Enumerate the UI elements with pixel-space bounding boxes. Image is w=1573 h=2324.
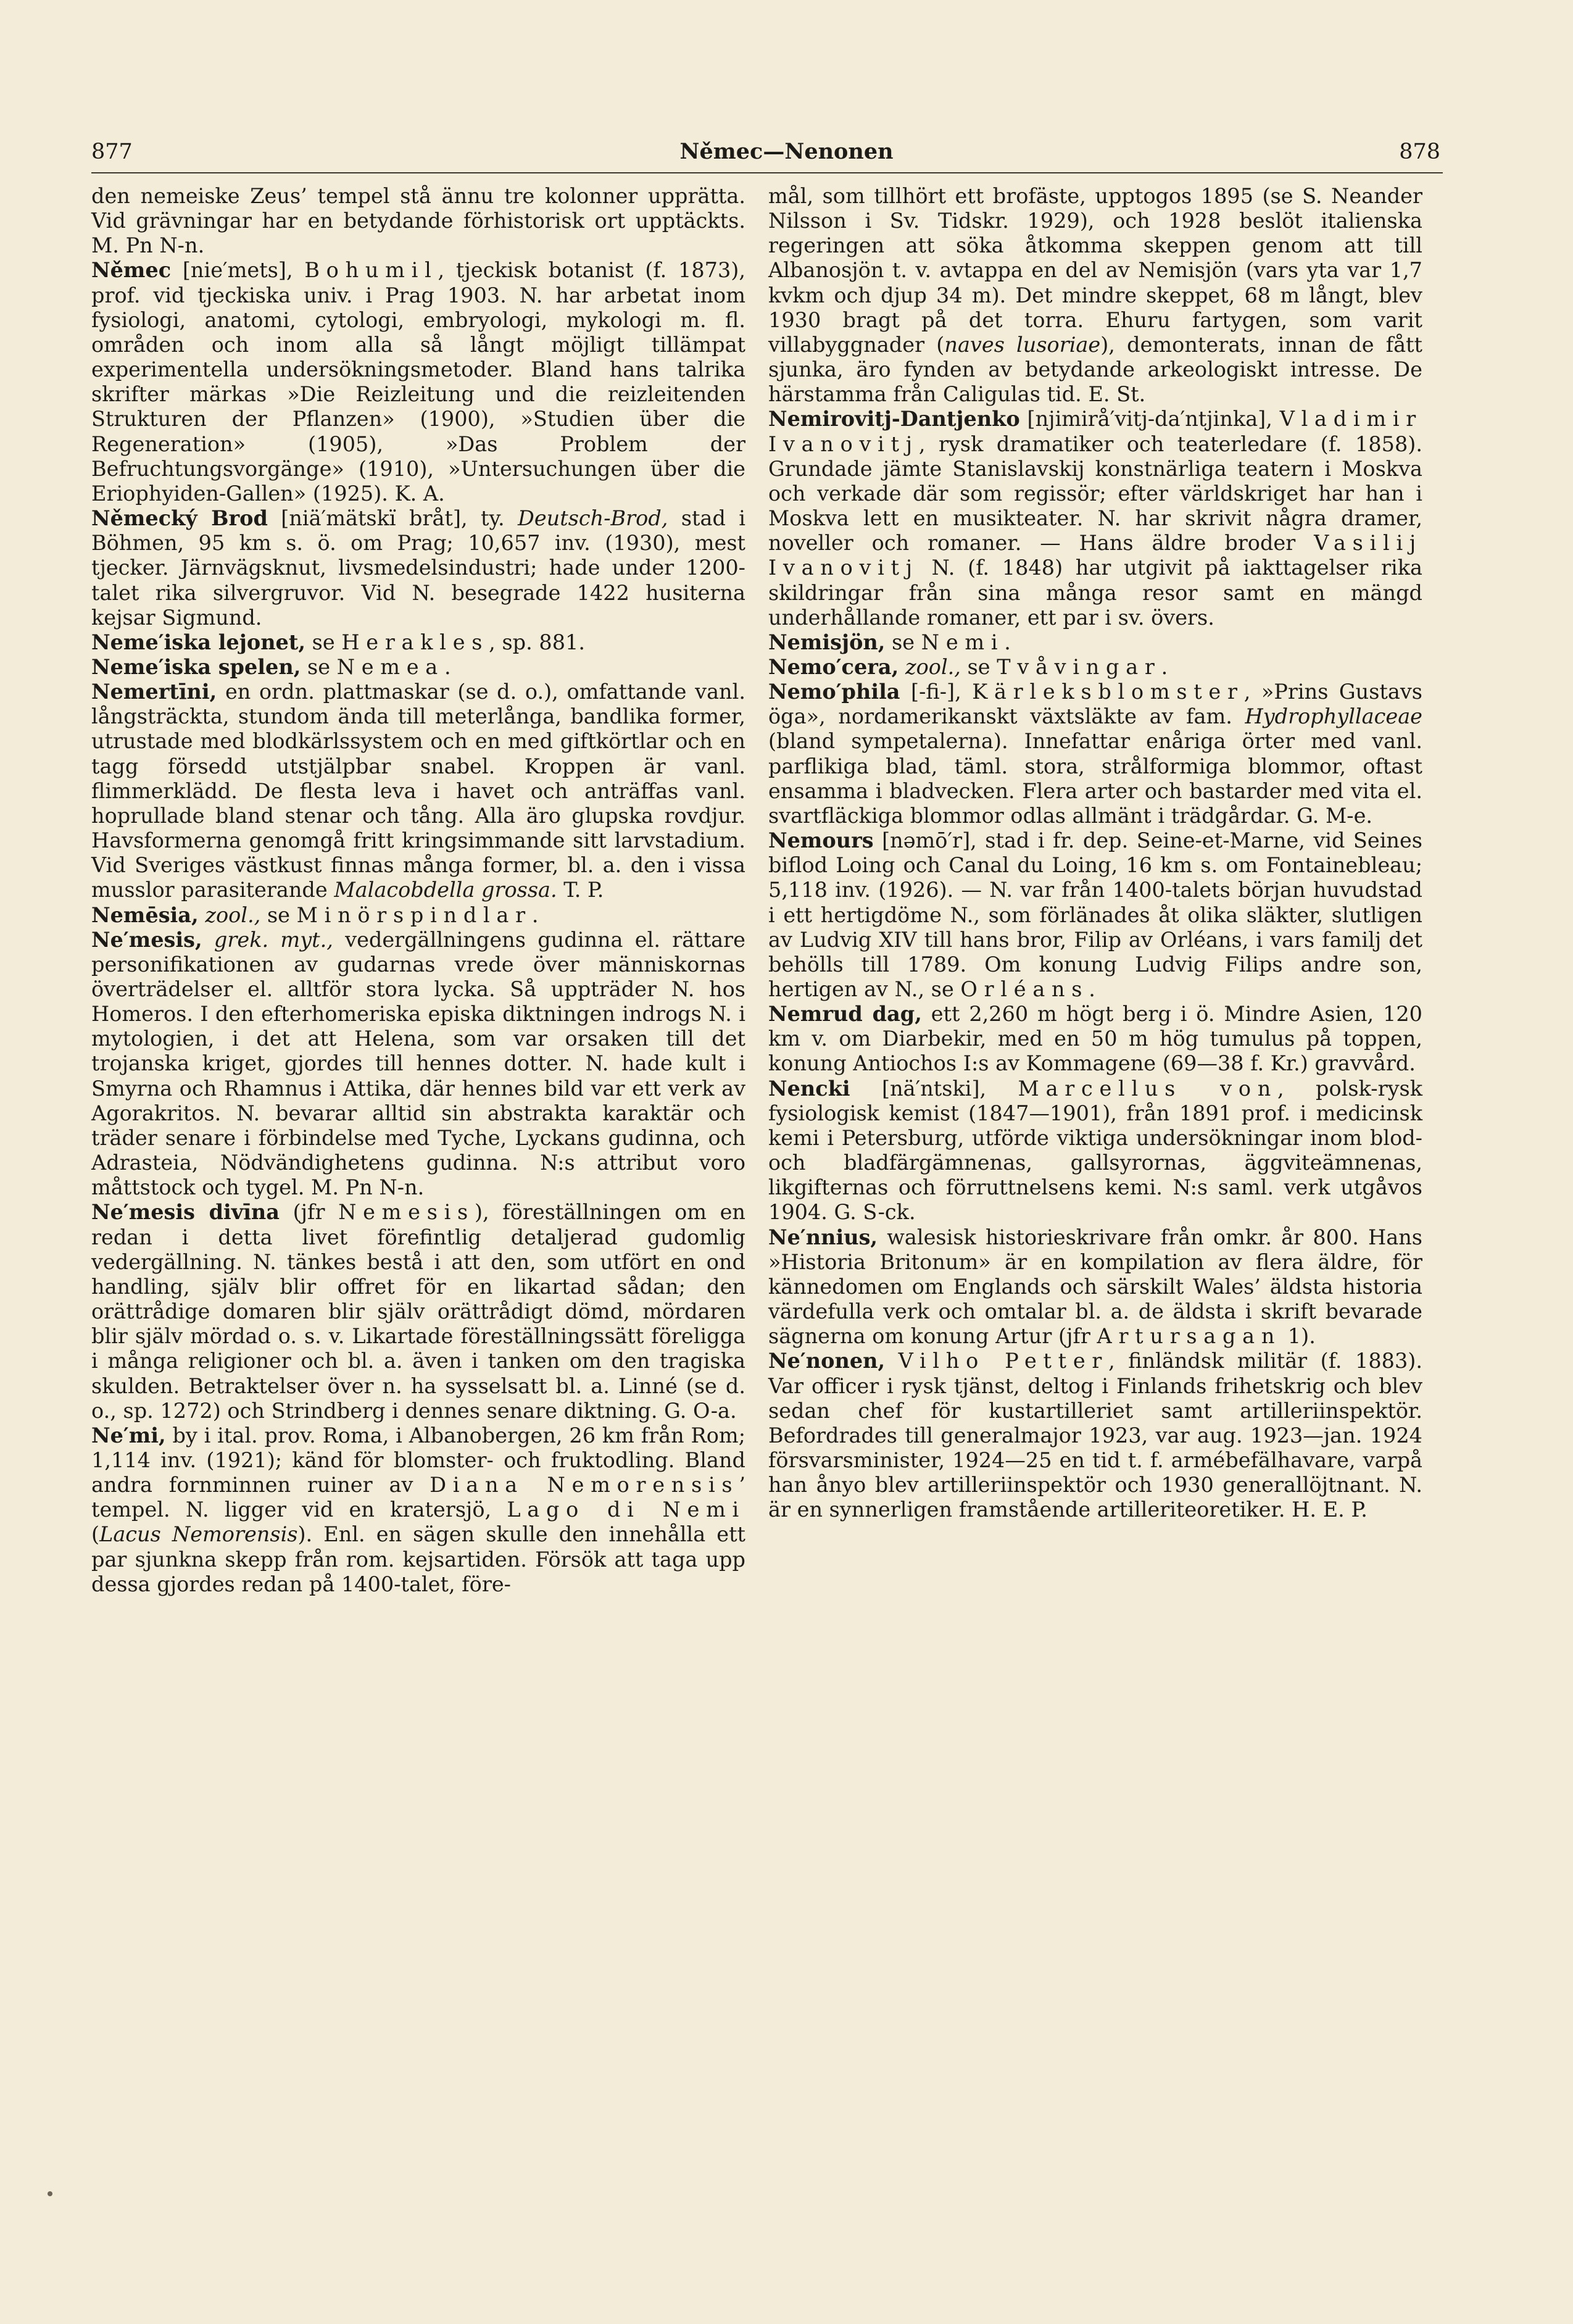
entry-text: ett 2,260 m högt berg i ö. Mindre Asien, 120 km v. om Diarbekir, med en 50 m hög tumulus på toppen, konung Antiochos I:s av Kommagene (69—38 f. Kr.) gravvård. [768, 1002, 1422, 1076]
entry-headword: Nencki [768, 1076, 850, 1101]
entry-text: , polsk-rysk fysiologisk kemist (1847—1901), från 1891 prof. i medicinsk kemi i Petersburg, utförde viktiga undersökningar inom blod- och bladfärgämnenas, gallsyrornas, äggviteämnenas, likgifternas och förruttnelsens kemi. N:s saml. verk utgåvos 1904. G. S-ck. [768, 1076, 1423, 1225]
dictionary-entry [768, 1077, 1422, 1225]
spaced-name: Nemi [921, 630, 1005, 654]
entry-text: vedergällningens gudinna el. rättare personifikationen av gudarnas vrede över människornas överträdelser el. alltför stora lycka. Så uppträder N. hos Homeros. I den efterhomeriska episka diktningen indrogs N. i mytologien, i det att Helena, som var orsaken till det trojanska kriget, gjordes till hennes dotter. N. hade kult i Smyrna och Rhamnus i Attika, där hennes bild var ett verk av Agorakritos. N. bevarar alltid sin abstrakta karaktär och träder senare i förbindelse med Tyche, Lyckans gudinna, och Adrasteia, Nödvändighetens gudinna. N:s attribut voro måttstock och tygel. M. Pn N-n. [91, 927, 745, 1200]
entry-headword: Ne′mi, [91, 1423, 166, 1447]
dictionary-entry [768, 407, 1422, 630]
dictionary-entry [91, 928, 745, 1201]
entry-text: [njimirå′vitj-da′ntjinka], [1019, 407, 1280, 431]
entry-text: [niä′mätskï bråt], ty. [267, 506, 518, 531]
entry-text: . [444, 654, 451, 679]
entry-text: walesisk historieskrivare från omkr. år 800. Hans »Historia Britonum» är en kompilation av flera äldre, för kännedomen om Englands och särskilt Wales’ äldsta historia värdefulla verk och omtalar bl. a. de äldsta i skrift bevarade sägnerna om konung Artur (jfr [768, 1225, 1422, 1349]
entry-headword: Nemertīni, [91, 680, 217, 704]
dictionary-entry [91, 258, 745, 506]
spaced-name: Vilho Petter [898, 1349, 1109, 1373]
italic-text: naves lusoriae [944, 332, 1101, 357]
dictionary-entry [768, 1349, 1422, 1522]
entry-headword: Neme′iska spelen, [91, 654, 301, 679]
dictionary-entry [91, 903, 745, 928]
entry-headword: Nemēsia, [91, 902, 199, 927]
entry-headword: Ne′nonen, [768, 1349, 886, 1373]
entry-text: ), föreställningen om en redan i detta livet förefintlig detaljerad gudomlig vedergällning. N. tänkes bestå i att den, som utfört en ond handling, själv blir offret för en likartad sådan; den orättrådige domaren blir själv orättrådigt dömd, mördaren blir själv mördad o. s. v. Likartade föreställningssätt föreligga i många religioner och bl. a. även i tanken om den tragiska skulden. Betraktelser över n. ha sysselsatt bl. a. Linné (se d. o., sp. 1272) och Strindberg i dennes senare diktning. G. O-a. [91, 1200, 746, 1423]
entry-text: den nemeiske Zeus’ tempel stå ännu tre kolonner upprätta. Vid grävningar har en betydande förhistorisk ort upptäckts. M. Pn N-n. [91, 184, 745, 258]
dictionary-entry [768, 1002, 1422, 1076]
entry-headword: Nemo′cera, [768, 654, 899, 679]
dictionary-entry [91, 655, 745, 680]
entry-text: T. P. [557, 878, 604, 902]
entry-headword: Ne′nnius, [768, 1225, 878, 1249]
spaced-name: Orléans [960, 977, 1089, 1001]
dictionary-entry [91, 680, 745, 902]
entry-text: by i ital. prov. Roma, i Albanobergen, 26 km från Rom; 1,114 inv. (1921); känd för blomster- och fruktodling. Bland andra fornminnen ruiner av [91, 1423, 745, 1497]
right-column [768, 184, 1422, 1522]
entry-text: N. (f. 1848) har utgivit på iakttagelser rika skildringar från sina många resor samt en mängd underhållande romaner, ett par i sv. övers. [768, 556, 1422, 630]
entry-text: , finländsk militär (f. 1883). Var officer i rysk tjänst, deltog i Finlands frihetskrig och blev sedan chef för kustartilleriet samt artilleriinspektör. Befordrades till generalmajor 1923, var aug. 1923—jan. 1924 försvarsminister, 1924—25 en tid t. f. armébefälhavare, varpå han ånyo blev artilleriinspektör och 1930 generallöjtnant. N. är en synnerligen framstående artilleriteoretiker. H. E. P. [768, 1349, 1422, 1522]
spaced-name: Minörspindlar [296, 902, 532, 927]
italic-text: Malacobdella grossa. [334, 878, 557, 902]
entry-headword: Neme′iska lejonet, [91, 630, 306, 654]
spaced-name: Nemea [336, 654, 444, 679]
entry-text: [nəmō′r], stad i fr. dep. Seine-et-Marne, vid Seines biflod Loing och Canal du Loing, 16 km s. om Fontainebleau; 5,118 inv. (1926). — N. var från 1400-talets början huvudstad i ett hertigdöme N., som förlänades åt olika släkter, slutligen av Ludvig XIV till hans bror, Filip av Orléans, i vars familj det behölls till 1789. Om konung Ludvig Filips andre son, hertigen av N., se [768, 828, 1422, 1001]
spaced-name: Tvåvingar [997, 654, 1161, 679]
ink-speck [48, 2191, 52, 2196]
entry-text: se [960, 654, 997, 679]
entry-headword: Ne′mesis, [91, 927, 202, 952]
entry-headword: Nemours [768, 828, 874, 853]
spaced-name: Herakles [341, 630, 489, 654]
header-rule [91, 172, 1443, 173]
entry-text: ( [91, 1522, 100, 1547]
dictionary-entry [768, 184, 1422, 407]
entry-text: se [301, 654, 337, 679]
entry-headword: Ne′mesis divīna [91, 1200, 280, 1225]
dictionary-entry [768, 1225, 1422, 1349]
spaced-name: Artursagan [1097, 1324, 1282, 1349]
entry-text: [-fi-], [900, 680, 973, 704]
spaced-name: Vladimir Ivanovitj [768, 407, 1422, 456]
entry-text: , »Prins Gustavs öga», nordamerikanskt växtsläkte av fam. [768, 680, 1422, 729]
italic-text: Lacus Nemorensis [99, 1522, 298, 1547]
entry-text: ), demonterats, innan de fått sjunka, äro fynden av betydande arkeologiskt intresse. De härstamma från Caligulas tid. E. St. [768, 332, 1422, 407]
entry-text: en ordn. plattmaskar (se d. o.), omfattande vanl. långsträckta, stundom ända till meterlånga, bandlika former, utrustade med blodkärlssystem och en med giftkörtlar och en tagg försedd utstjälpbar snabel. Kroppen är vanl. flimmerklädd. De flesta leva i havet och anträffas vanl. hoprullade bland stenar och tång. Alla äro glupska rovdjur. Havsformerna genomgå fritt kringsimmande sitt larvstadium. Vid Sveriges västkust finnas många former, bl. a. den i vissa musslor parasiterande [91, 680, 745, 902]
italic-text: Deutsch-Brod, [517, 506, 668, 531]
dictionary-entry [768, 630, 1422, 655]
entry-text: ’ tempel. N. ligger vid en kratersjö, [91, 1473, 745, 1522]
spaced-name: Vasilij Ivanovitj [768, 531, 1422, 580]
left-column [91, 184, 745, 1597]
entry-headword: Nemisjön, [768, 630, 886, 654]
dictionary-entry [768, 655, 1422, 680]
spaced-name: Diana Nemorensis [430, 1473, 739, 1497]
italic-text: Hydrophyllaceae [1245, 704, 1422, 729]
entry-text: [nä′ntski], [850, 1076, 1018, 1101]
entry-text: . [531, 902, 539, 927]
entry-text [202, 928, 214, 952]
left-page-number: 877 [91, 140, 133, 164]
spaced-name: Bohumil [304, 258, 438, 283]
entry-headword: Nemrud dag, [768, 1002, 922, 1027]
entry-text: se [260, 902, 297, 927]
entry-text: ). Enl. en sägen skulle den innehålla ett par sjunkna skepp från rom. kejsartiden. Försök att taga upp dessa gjordes redan på 1400-talet, före- [91, 1522, 745, 1596]
entry-text: . [1089, 977, 1095, 1001]
entry-text: , tjeckisk botanist (f. 1873), prof. vid tjeckiska univ. i Prag 1903. N. har arbetat inom fysiologi, anatomi, cytologi, embryologi, mykologi m. fl. områden och inom alla så långt möjligt tillämpat experimentella undersökningsmetoder. Bland hans talrika skrifter märkas »Die Reizleitung und die reizleitenden Strukturen der Pflanzen» (1900), »Studien über die Regeneration» (1905), »Das Problem der Befruchtungsvorgänge» (1910), »Untersuchungen über die Eriophyiden-Gallen» (1925). K. A. [91, 258, 745, 506]
entry-text: . [1004, 630, 1011, 654]
spaced-name: Marcellus von [1018, 1076, 1278, 1101]
italic-text: zool., [905, 654, 961, 679]
dictionary-entry [768, 680, 1422, 828]
entry-headword: Němec [91, 258, 172, 283]
right-page-number: 878 [1399, 140, 1440, 164]
italic-text: zool., [205, 902, 261, 927]
dictionary-entry [91, 1200, 745, 1423]
entry-text: . [1161, 654, 1168, 679]
entry-text: se [305, 630, 342, 654]
italic-text: grek. myt., [214, 927, 333, 952]
spaced-name: Nemesis [338, 1200, 475, 1225]
entry-headword: Německý Brod [91, 506, 268, 531]
entry-text [199, 903, 205, 927]
spaced-name: Lago di Nemi [507, 1497, 745, 1522]
dictionary-entry [91, 1423, 745, 1597]
entry-text: se [885, 630, 921, 654]
entry-text: [nie′mets], [171, 258, 305, 283]
dictionary-entry [768, 828, 1422, 1002]
dictionary-entry [91, 506, 745, 630]
entry-headword: Nemirovitj-Dantjenko [768, 407, 1020, 431]
running-title: Němec—Nenonen [679, 139, 894, 164]
entry-text [885, 1349, 898, 1373]
entry-text: stad i Böhmen, 95 km s. ö. om Prag; 10,657 inv. (1930), mest tjecker. Järnvägsknut, livsmedelsindustri; hade under 1200-talet rika silvergruvor. Vid N. besegrade 1422 husiterna kejsar Sigmund. [91, 506, 745, 630]
entry-headword: Nemo′phila [768, 680, 900, 704]
dictionary-entry [91, 630, 745, 655]
entry-text: mål, som tillhört ett brofäste, upptogos 1895 (se S. Neander Nilsson i Sv. Tidskr. 1929), och 1928 beslöt italienska regeringen att söka åtkomma skeppen genom att till Albanosjön t. v. avtappa en del av Nemisjön (vars yta var 1,7 kvkm och djup 34 m). Det mindre skeppet, 68 m långt, blev 1930 bragt på det torra. Ehuru fartygen, som varit villabyggnader ( [768, 184, 1422, 357]
entry-text [899, 655, 905, 679]
entry-text: , sp. 881. [489, 630, 585, 654]
entry-text: , rysk dramatiker och teaterledare (f. 1858). Grundade jämte Stanislavskij konstnärliga teatern i Moskva och verkade där som regissör; efter världskriget har han i Moskva lett en musikteater. N. har skrivit några dramer, noveller och romaner. — Hans äldre broder [768, 431, 1422, 556]
dictionary-entry [91, 184, 745, 258]
entry-text: 1). [1281, 1324, 1316, 1349]
entry-text: (bland sympetalerna). Innefattar enåriga örter med vanl. parflikiga blad, täml. stora, strålformiga blommor, oftast ensamma i bladvecken. Flera arter och bastarder med vita el. svartfläckiga blommor odlas allmänt i trädgårdar. G. M-e. [768, 729, 1422, 828]
spaced-name: Kärleksblomster [972, 680, 1244, 704]
entry-text: (jfr [280, 1200, 339, 1225]
